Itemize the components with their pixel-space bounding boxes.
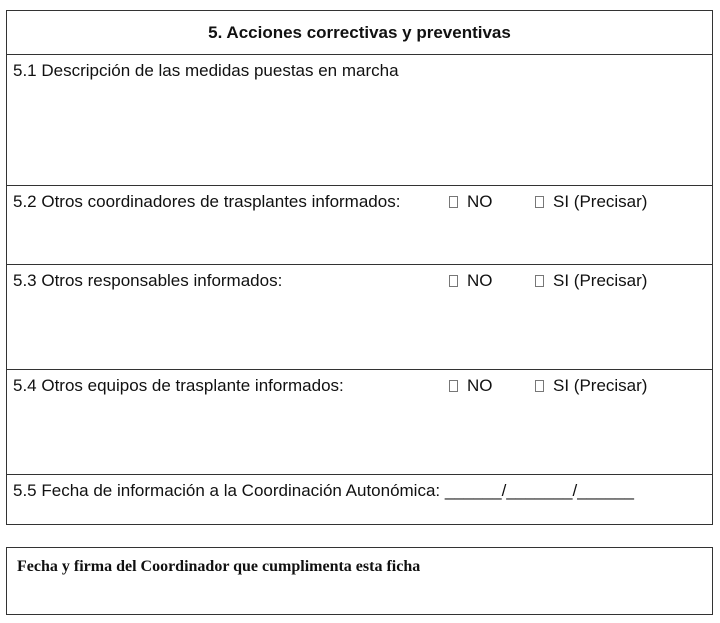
checkbox-no[interactable] <box>449 275 458 287</box>
row-label: 5.3 Otros responsables informados: <box>13 271 283 290</box>
row-label: 5.4 Otros equipos de trasplante informados: <box>13 376 344 395</box>
option-no[interactable] <box>449 192 493 212</box>
section-title: 5. Acciones correctivas y preventivas <box>208 22 511 42</box>
signature-label: Fecha y firma del Coordinador que cumplimenta esta ficha <box>17 558 421 575</box>
option-si-label: SI (Precisar) <box>553 192 648 211</box>
signature-box[interactable] <box>6 547 713 615</box>
checkbox-si[interactable] <box>535 275 544 287</box>
option-no-label: NO <box>467 271 493 290</box>
row-label: 5.1 Descripción de las medidas puestas en marcha <box>13 61 399 80</box>
option-no-label: NO <box>467 376 493 395</box>
row-5-4-teams-informed <box>7 369 712 474</box>
option-si[interactable] <box>535 192 647 212</box>
option-no-label: NO <box>467 192 493 211</box>
checkbox-si[interactable] <box>535 196 544 208</box>
row-5-1-description[interactable] <box>7 54 712 185</box>
option-si[interactable] <box>535 271 647 291</box>
option-si[interactable] <box>535 376 647 396</box>
option-si-label: SI (Precisar) <box>553 271 648 290</box>
row-label: 5.5 Fecha de información a la Coordinación Autonómica: ______/_______/______ <box>13 481 634 500</box>
checkbox-no[interactable] <box>449 380 458 392</box>
option-no[interactable] <box>449 271 493 291</box>
checkbox-no[interactable] <box>449 196 458 208</box>
section-header <box>7 11 712 54</box>
row-5-5-date-informed[interactable] <box>7 474 712 526</box>
row-label: 5.2 Otros coordinadores de trasplantes informados: <box>13 192 401 211</box>
row-5-2-coordinators-informed <box>7 185 712 264</box>
corrective-actions-table <box>6 10 713 525</box>
row-5-3-responsables-informed <box>7 264 712 369</box>
option-si-label: SI (Precisar) <box>553 376 648 395</box>
checkbox-si[interactable] <box>535 380 544 392</box>
option-no[interactable] <box>449 376 493 396</box>
